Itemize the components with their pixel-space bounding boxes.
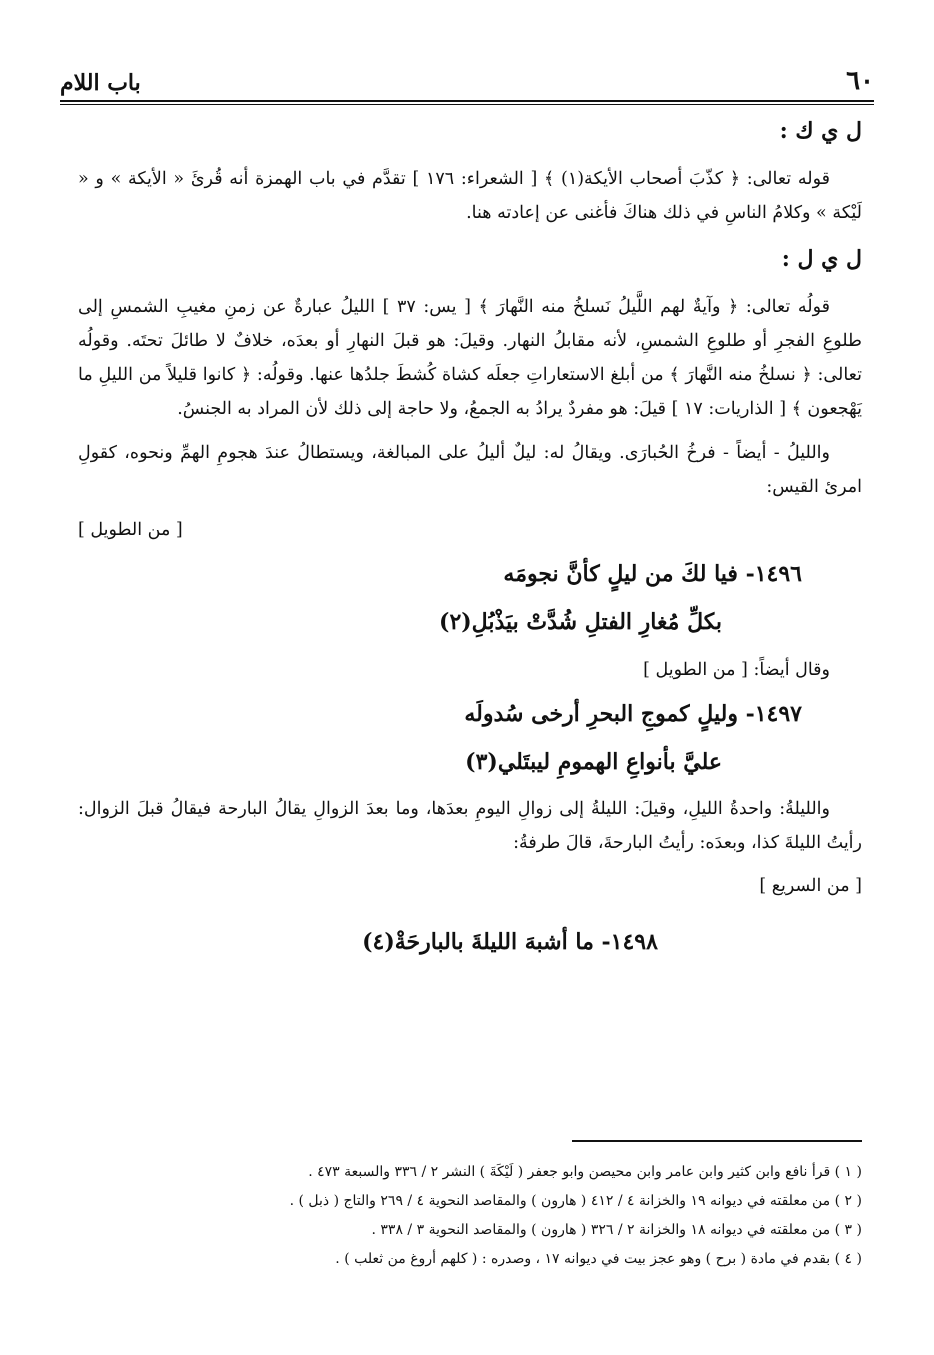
running-header <box>60 56 874 96</box>
main-text <box>78 118 862 968</box>
meter-label: [ من الطويل ] <box>78 520 183 540</box>
root-heading-lyk: ل ي ك : <box>779 118 862 144</box>
paragraph: والليلُ - أيضاً - فرخُ الحُبارَى. ويقالُ له: ليلٌ أليلُ على المبالغة، ويستطالُ عندَ هجومِ الهمِّ ونحوه، كقولِ امرئ القيس: <box>78 443 862 497</box>
paragraph: قولُه تعالى: ﴿ وآيةٌ لهم اللَّيلُ نَسلخُ منه النَّهارَ ﴾ [ يس: ٣٧ ] الليلُ عبارةٌ عن زمنِ مغيبِ الشمسِ إلى طلوعِ الفجرِ أو طلوعِ الشمسِ، لأنه مقابلُ النهار. وقيلَ: هو قبلَ النهارِ أو بعدَه، خلافٌ لا طائلَ تحتَه. وقولُه تعالى: ﴿ نسلخُ منه النَّهارَ ﴾ من أبلغ الاستعاراتِ جعلَه كشاة كُشطَ جلدُها عنها. وقولُه: ﴿ كانوا قليلاً من الليلِ ما يَهْجعون ﴾ [ الذاريات: ١٧ ] قيلَ: هو مفردٌ يرادُ به الجمعُ، ولا حاجة إلى ذلك لأن المراد به الجنسُ. <box>78 297 862 419</box>
footnote-divider <box>572 1140 862 1142</box>
verse-1496-second-hemistich: بكلِّ مُغارِ الفتلِ شُدَّتْ بيَذْبُلِ(٢) <box>439 609 722 635</box>
paragraph: والليلةُ: واحدةُ الليلِ، وقيلَ: الليلةُ إلى زوالِ اليومِ بعدَها، وما بعدَ الزوالِ يقالُ البارحة فيقالُ قبلَ الزوال: رأيتُ الليلةَ كذا، وبعدَه: رأيتُ البارحةَ، قالَ طرفةُ: <box>78 799 862 853</box>
meter-label: [ من الطويل ] <box>643 660 748 680</box>
paragraph: قوله تعالى: ﴿ كذّبَ أصحاب الأيكة(١) ﴾ [ الشعراء: ١٧٦ ] تقدَّم في باب الهمزة أنه قُرئَ « الأيكة » و « لَيْكة » وكلامُ الناسِ في ذلك هناكَ فأغنى عن إعادته هنا. <box>78 169 862 223</box>
footnote-2: ( ٢ ) من معلقته في ديوانه ١٩ والخزانة ٤ / ٤١٢ ( هارون ) والمقاصد النحوية ٤ / ٢٦٩ والتاج ( ذبل ) . <box>289 1193 862 1209</box>
page-number: ٦٠ <box>846 66 874 96</box>
intro-text: وقال أيضاً: <box>753 660 830 680</box>
footnotes <box>78 1158 862 1274</box>
intro-line <box>78 654 862 686</box>
meter-label: [ من السريع ] <box>759 876 862 896</box>
chapter-title: باب اللام <box>60 70 141 96</box>
verse-1497-second-hemistich: عليَّ بأنواعِ الهمومِ ليبتَلي(٣) <box>465 749 722 775</box>
footnote-1: ( ١ ) قرأ نافع وابن كثير وابن عامر وابن محيصن وابو جعفر ( لَيْكَةَ ) النشر ٢ / ٣٣٦ والسبعة ٤٧٣ . <box>308 1164 862 1180</box>
footnote-3: ( ٣ ) من معلقته في ديوانه ١٨ والخزانة ٢ / ٣٢٦ ( هارون ) والمقاصد النحوية ٣ / ٣٣٨ . <box>371 1222 862 1238</box>
verse-1496-first-hemistich: ١٤٩٦- فيا لكَ من ليلٍ كأنَّ نجومَه <box>503 561 802 587</box>
verse-1497-first-hemistich: ١٤٩٧- وليلٍ كموجِ البحرِ أرخى سُدولَه <box>464 701 802 727</box>
header-divider <box>60 100 874 105</box>
verse-1498: ١٤٩٨- ما أشبهَ الليلةَ بالبارحَةْ(٤) <box>362 929 658 955</box>
root-heading-lyl: ل ي ل : <box>781 246 862 272</box>
footnote-4: ( ٤ ) بقدم في مادة ( برح ) وهو عجز بيت في ديوانه ١٧ ، وصدره : ( كلهم أروغ من ثعلب ) . <box>335 1251 862 1267</box>
